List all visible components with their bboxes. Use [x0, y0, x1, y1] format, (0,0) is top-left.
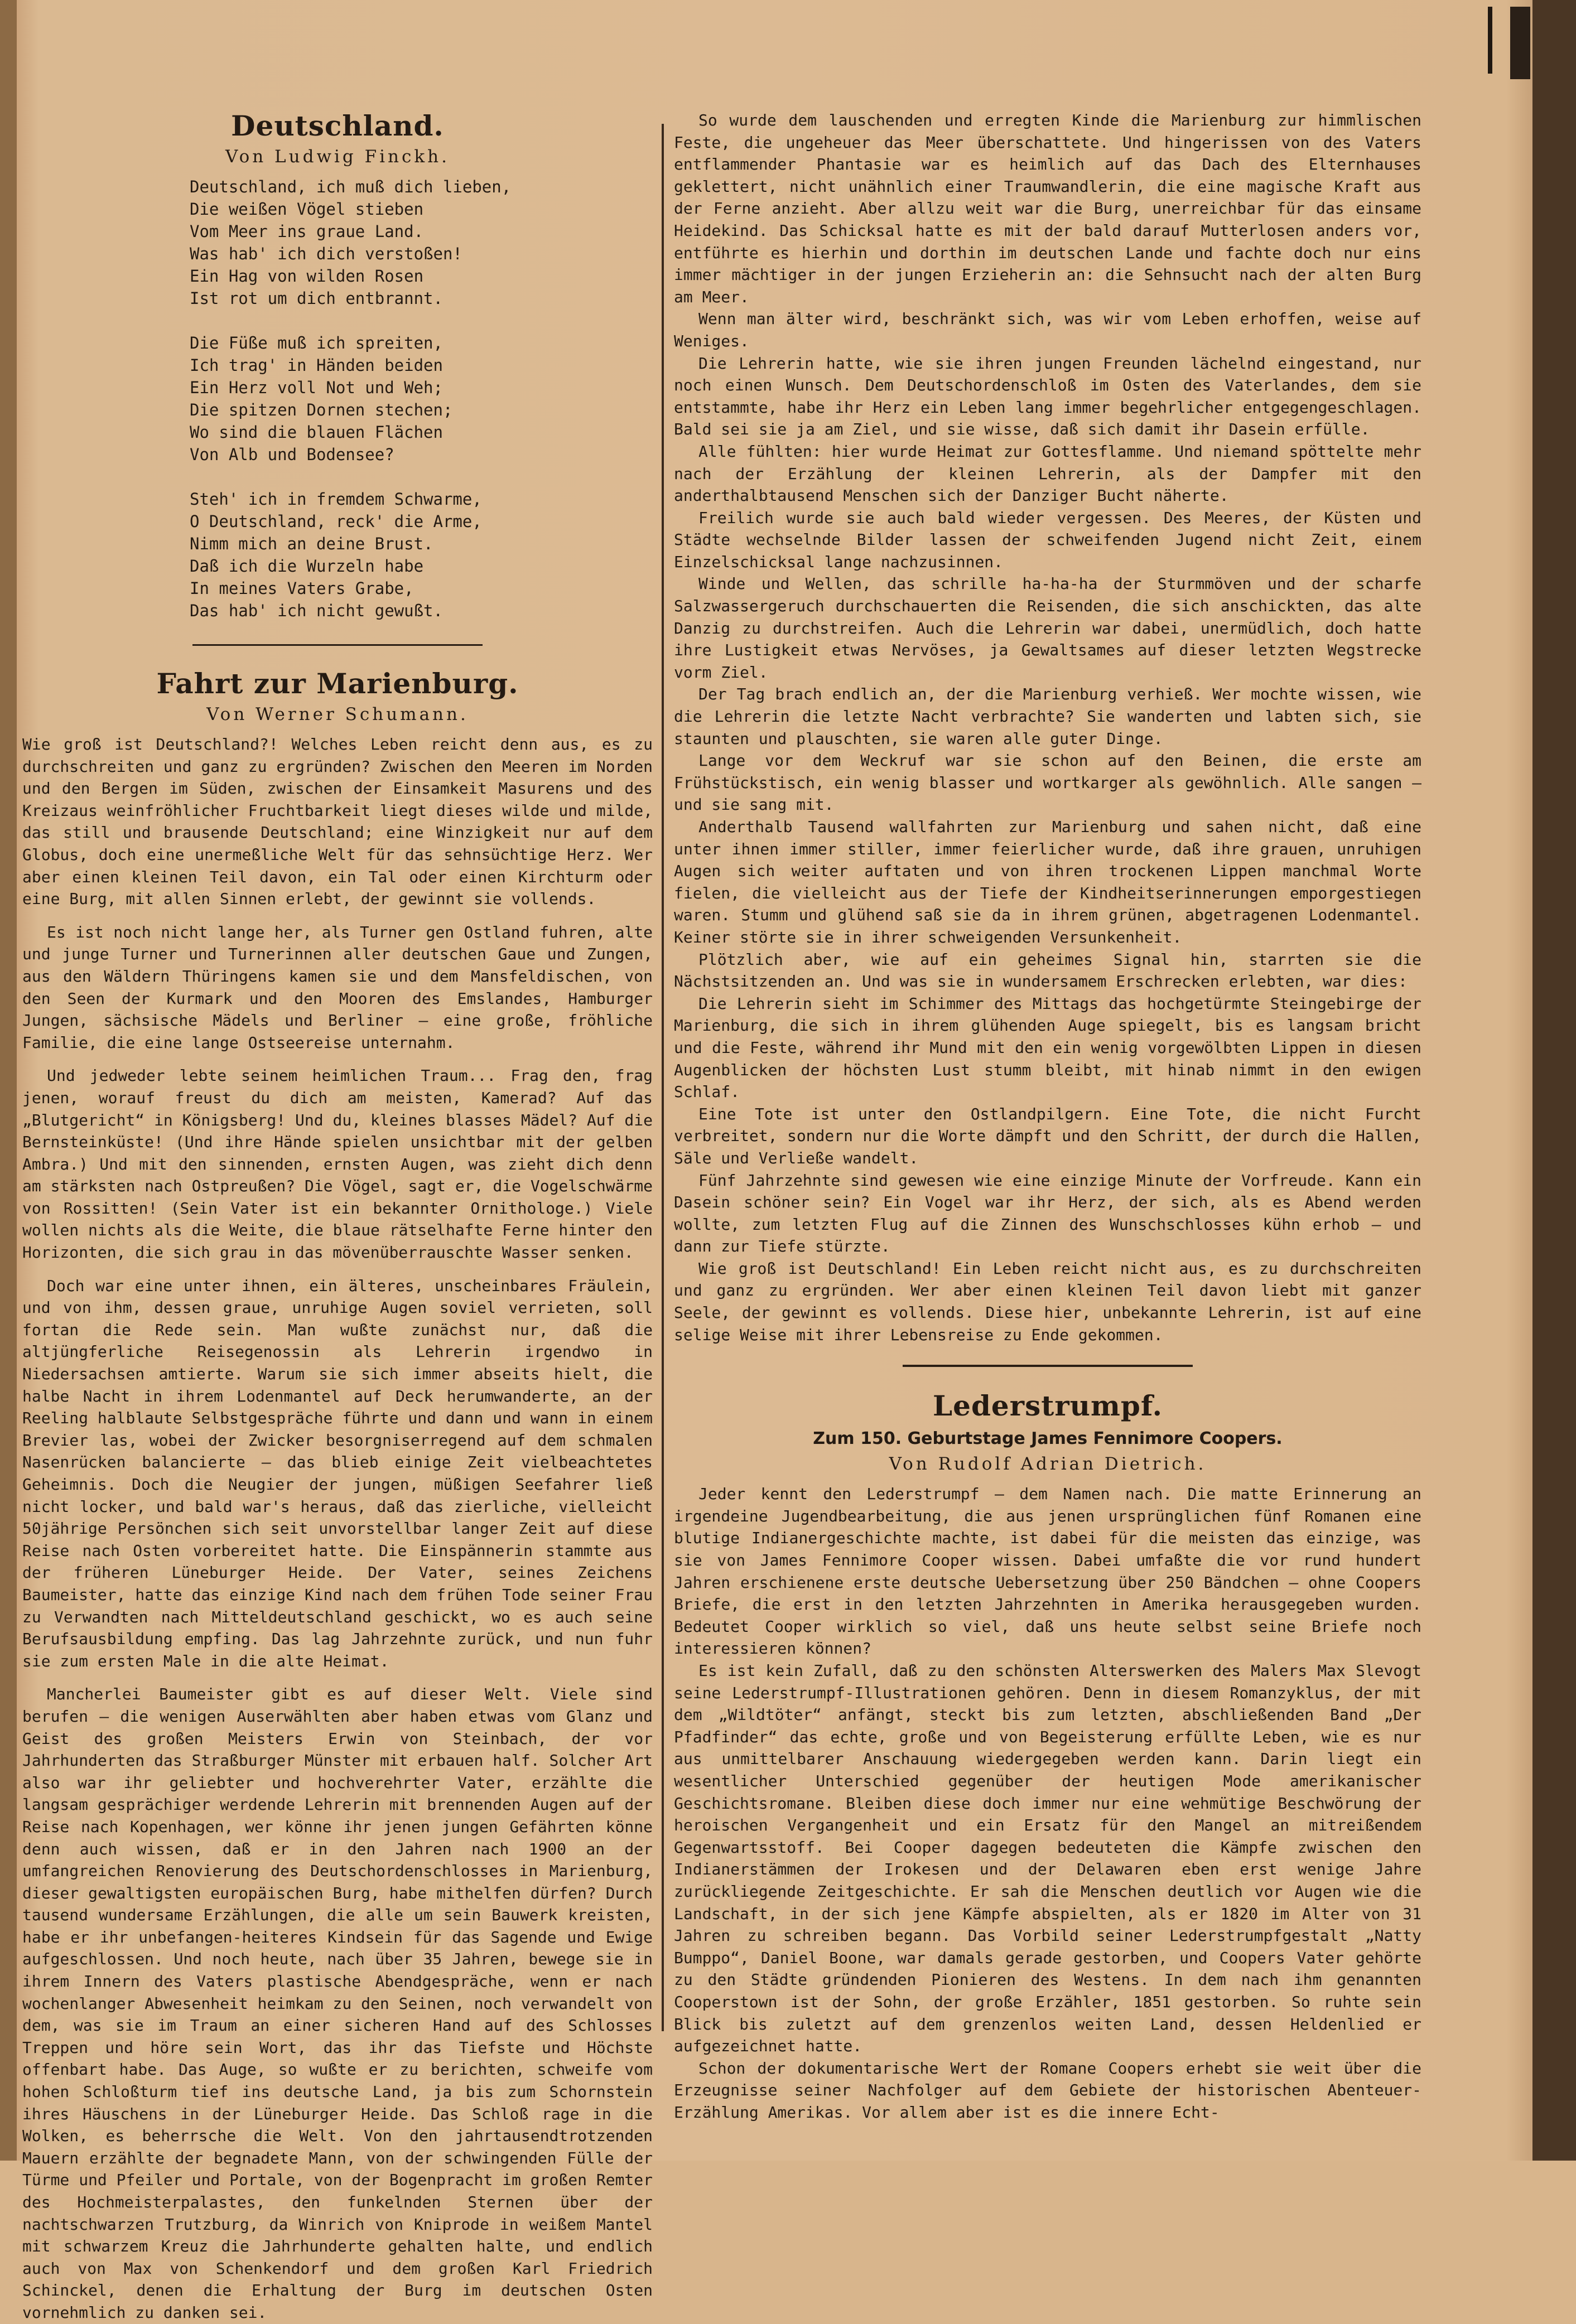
article-paragraph: Wie groß ist Deutschland! Ein Leben reicht nicht aus, es zu durchschreiten und ganz zu ergründen. Wer aber einen kleinen Teil davon liebt mit ganzer Seele, der gewinnt es vollends. Diese hier, unbekannte Lehrerin, ist auf eine selige Weise mit ihrer Lebensreise zu Ende gekommen. [674, 1259, 1421, 1344]
article-paragraph: Eine Tote ist unter den Ostlandpilgern. Eine Tote, die nicht Furcht verbreitet, sondern nur die Worte dämpft und den Schritt, der durch die Hallen, Säle und Verließe wandelt. [674, 1104, 1421, 1167]
book-binding-edge [0, 0, 17, 2161]
article-paragraph: So wurde dem lauschenden und erregten Kinde die Marienburg zur himmlischen Feste, die ungeheuer das Meer überschattete. Und hingerissen von des Vaters entflammender Phantasie war es heimlich auf das Dach des Elternhauses geklettert, nicht unähnlich einer Traumwandlerin, die eine magische Kraft aus der Ferne anzieht. Aber allzu weit war die Burg, unerreichbar für das einsame Heidekind. Das Schicksal hatte es mit der bald darauf Mutterlosen anders vor, entführte es hierhin und dorthin im deutschen Lande und fachte doch nur eins immer mächtiger in der jungen Erzieherin an: die Sehnsucht nach der alten Burg am Meer. [674, 111, 1421, 306]
poem-line: Nimm mich an deine Brust. [190, 534, 433, 553]
poem-line: Deutschland, ich muß dich lieben, [190, 177, 512, 196]
poem-stanza [190, 332, 653, 466]
article-paragraph: Wie groß ist Deutschland?! Welches Leben reicht denn aus, es zu durchschreiten und ganz zu ergründen? Zwischen den Meeren im Norden und den Bergen im Süden, zwischen der Einsamkeit Masurens und des Kreizaus weinfröhlicher Fruchtbarkeit liegt dieses wilde und milde, das still und brausende Deutschland; eine Winzigkeit nur auf dem Globus, doch eine unermeßliche Welt für das sehnsüchtige Herz. Wer aber einen kleinen Teil davon, ein Tal oder einen Kirchturm oder eine Burg, mit allen Sinnen erlebt, der gewinnt sie vollends. [22, 735, 653, 909]
article-paragraph: Schon der dokumentarische Wert der Romane Coopers erhebt sie weit über die Erzeugnisse seiner Nachfolger auf dem Gebiete der historischen Abenteuer-Erzählung Amerikas. Vor allem aber ist es die innere Echt- [674, 2059, 1421, 2122]
article-paragraph: Freilich wurde sie auch bald wieder vergessen. Des Meeres, der Küsten und Städte wechselnde Bilder lassen der schweifenden Jugend nicht Zeit, einem Einzelschicksal lange nachzusinnen. [674, 508, 1421, 571]
article-paragraph: Doch war eine unter ihnen, ein älteres, unscheinbares Fräulein, und von ihm, dessen graue, unruhige Augen soviel verrieten, soll fortan die Rede sein. Man wußte zunächst nur, daß die altjüngferliche Reisegenossin als Lehrerin irgendwo in Niedersachsen amtierte. Warum sie sich immer abseits hielt, die halbe Nacht in ihrem Lodenmantel auf Deck herumwanderte, an der Reeling halblaute Selbstgespräche führte und dann und wann in einem Brevier las, wobei der Zwicker besorgniserregend auf dem schmalen Nasenrücken balancierte — das blieb einige Zeit vielbeachtetes Geheimnis. Doch die Neugier der jungen, müßigen Seefahrer ließ nicht locker, und bald war's heraus, daß das zierliche, vielleicht 50jährige Persönchen sich seit unvorstellbar langer Zeit auf diese Reise nach Osten vorbereitet hatte. Die Einspännerin stammte aus der früheren Lüneburger Heide. Der Vater, seines Zeichens Baumeister, hatte das einzige Kind nach dem frühen Tode seiner Frau zu Verwandten nach Mitteldeutschland geschickt, wo es auch seine Berufsausbildung empfing. Das lag Jahrzehnte zurück, und nun fuhr sie zum ersten Male in die alte Heimat. [22, 1276, 653, 1670]
article-author: Von Rudolf Adrian Dietrich. [889, 1454, 1207, 1475]
poem-line: Ist rot um dich entbrannt. [190, 289, 443, 308]
article-paragraph: Jeder kennt den Lederstrumpf — dem Namen nach. Die matte Erinnerung an irgendeine Jugendbearbeitung, die aus jenen ursprünglichen fünf Romanen eine blutige Indianergeschichte machte, ist dabei für die meisten das einzige, was sie von James Fennimore Cooper wissen. Dabei umfaßte die vor rund hundert Jahren erschienene erste deutsche Uebersetzung über 250 Bändchen — ohne Coopers Briefe, die erst in den letzten Jahrzehnten in Amerika herausgegeben wurden. Bedeutet Cooper wirklich so viel, daß uns heute selbst seine Briefe noch interessieren können? [674, 1485, 1421, 1658]
poem-line: Vom Meer ins graue Land. [190, 222, 424, 241]
section-divider [192, 644, 483, 646]
poem-line: In meines Vaters Grabe, [190, 579, 414, 598]
article-paragraph: Die Lehrerin hatte, wie sie ihren jungen Freunden lächelnd eingestand, nur noch einen Wunsch. Dem Deutschordenschloß im Osten des Vaterlandes, dem sie entstammte, habe ihr Herz ein Leben lang immer begehrlicher entgegengeschlagen. Bald sei sie ja am Ziel, und sie wisse, daß sich damit ihr Dasein erfülle. [674, 354, 1421, 439]
article-subtitle: Zum 150. Geburtstage James Fennimore Coopers. [813, 1429, 1283, 1449]
article-paragraph: Lange vor dem Weckruf war sie schon auf den Beinen, die erste am Frühstückstisch, ein wenig blasser und wortkarger als gewöhnlich. Alle sangen — und sie sang mit. [674, 751, 1421, 814]
article-paragraph: Es ist noch nicht lange her, als Turner gen Ostland fuhren, alte und junge Turner und Turnerinnen aller deutschen Gaue und Zungen, aus den Wäldern Thüringens kamen sie und dem Mansfeldischen, von den Seen der Kurmark und den Mooren des Emslandes, Hamburger Jungen, sächsische Mädels und Berliner — eine große, fröhliche Familie, die eine lange Ostseereise unternahm. [22, 922, 653, 1052]
poem-line: Ich trag' in Händen beiden [190, 356, 443, 375]
poem-line: Die Füße muß ich spreiten, [190, 334, 443, 352]
article-paragraph: Mancherlei Baumeister gibt es auf dieser Welt. Viele sind berufen — die wenigen Auserwählten aber haben etwas vom Glanz und Geist des großen Meisters Erwin von Steinbach, der vor Jahrhunderten das Straßburger Münster mit erbauen half. Solcher Art also war ihr geliebter und hochverehrter Vater, erzählte die langsam gesprächiger werdende Lehrerin mit brennenden Augen auf der Reise nach Kopenhagen, wer könne ihr jenen jungen Gefährten könne denn auch wissen, daß er in den Jahren nach 1900 an der umfangreichen Renovierung des Deutschordenschlosses in Marienburg, dieser gewaltigsten europäischen Burg, habe mithelfen dürfen? Durch tausend wundersame Erzählungen, die alle um sein Bauwerk kreisten, habe er ihr unbefangen-heiteres Kindsein für das Sagende und Ewige aufgeschlossen. Und noch heute, nach über 35 Jahren, bewege sie in ihrem Innern des Vaters plastische Abendgespräche, wenn er nach wochenlanger Abwesenheit heimkam zu den Seinen, noch verwandelt von dem, was sie im Traum an einer sicheren Hand auf des Schlosses Treppen und höre sein Wort, das ihr das Tiefste und Höchste offenbart habe. Das Auge, so wußte er zu berichten, schweife vom hohen Schloßturm tief ins deutsche Land, ja bis zum Schornstein ihres Häuschens in der Lüneburger Heide. Das Schloß rage in die Wolken, es beherrsche die Welt. Von den jahrtausendtrotzenden Mauern erzählte der begnadete Mann, von der schwingenden Fülle der Türme und Pfeiler und Portale, von der Bogenpracht im großen Remter des Hochmeisterpalastes, den funkelnden Sternen über der nachtschwarzen Trutzburg, da Winrich von Kniprode in weißem Mantel mit schwarzem Kreuz die Jahrhunderte gehalten halte, und endlich auch von Max von Schenkendorf und dem großen Karl Friedrich Schinckel, denen die Erhaltung der Burg im deutschen Osten vornehmlich zu danken sei. [22, 1685, 653, 2322]
article-paragraph: Winde und Wellen, das schrille ha-ha-ha der Sturmmöven und der scharfe Salzwassergeruch durchschauerten die Reisenden, die sich anschickten, das alte Danzig zu durchstreifen. Auch die Lehrerin war dabei, unermüdlich, doch hatte ihre Lustigkeit etwas Nervöses, ja Gewaltsames auf dieser letzten Wegstrecke vorm Ziel. [674, 574, 1421, 682]
poem-line: Steh' ich in fremdem Schwarme, [190, 490, 482, 509]
article-paragraph: Der Tag brach endlich an, der die Marienburg verhieß. Wer mochte wissen, wie die Lehrerin die letzte Nacht verbrachte? Sie wanderten und labten sich, sie staunten und plauschten, sie waren alle guter Dinge. [674, 685, 1421, 748]
article-paragraph: Plötzlich aber, wie auf ein geheimes Signal hin, starrten sie die Nächstsitzenden an. Und was sie in wundersamem Erschrecken erlebten, war dies: [674, 950, 1421, 991]
poem-line: Die spitzen Dornen stechen; [190, 400, 453, 419]
left-column [22, 109, 653, 2324]
poem-stanza [190, 176, 653, 310]
article-paragraph: Die Lehrerin sieht im Schimmer des Mittags das hochgetürmte Steingebirge der Marienburg, die sich in ihrem glühenden Auge spiegelt, bis es langsam bricht und die Feste, während ihr Mund mit den ein wenig vorgewölbten Lippen in diesen Augenblicken der höchsten Lust stumm bleibt, mit hinab nimmt in den ewigen Schlaf. [674, 994, 1421, 1101]
page-edge-strip [1532, 0, 1576, 2161]
poem-stanza [190, 488, 653, 622]
black-tab-mark [1510, 7, 1530, 79]
poem-line: Daß ich die Wurzeln habe [190, 557, 424, 576]
right-column [674, 109, 1421, 2123]
poem-line: Das hab' ich nicht gewußt. [190, 601, 443, 620]
article-paragraph: Und jedweder lebte seinem heimlichen Traum... Frag den, frag jenen, worauf freust du dich am meisten, Kamerad? Auf das „Blutgericht“ in Königsberg! Und du, kleines blasses Mädel? Auf die Bernsteinküste! (Und ihre Hände spielen unsichtbar mit der gelben Ambra.) Und mit den sinnenden, ernsten Augen, was zieht dich denn am stärksten nach Ostpreußen? Die Vögel, sagt er, die Vogelschwärme von Rossitten! (Sein Vater ist ein bekannter Ornithologe.) Viele wollen nichts als die Weite, die blaue rätselhafte Ferne hinter den Horizonten, die sich grau in das mövenüberrauschte Wasser senken. [22, 1066, 653, 1262]
poem-line: O Deutschland, reck' die Arme, [190, 512, 482, 531]
poem-author: Von Ludwig Finckh. [225, 147, 450, 167]
article-author: Von Werner Schumann. [206, 704, 469, 724]
article-paragraph: Fünf Jahrzehnte sind gewesen wie eine einzige Minute der Vorfreude. Kann ein Dasein schöner sein? Ein Vogel war ihr Herz, der sich, als es Abend werden wollte, zum letzten Flug auf die Zinnen des Wunschschlosses kühn erhob — und dann zur Tiefe stürzte. [674, 1171, 1421, 1256]
poem-body [190, 176, 653, 622]
poem-line: Ein Hag von wilden Rosen [190, 267, 424, 286]
registration-mark [1488, 7, 1492, 74]
poem-line: Ein Herz voll Not und Weh; [190, 378, 443, 397]
poem-line: Was hab' ich dich verstoßen! [190, 244, 462, 263]
article-paragraph: Alle fühlten: hier wurde Heimat zur Gottesflamme. Und niemand spöttelte mehr nach der Erzählung der kleinen Lehrerin, als der Dampfer mit den anderthalbtausend Menschen sich der Danziger Bucht näherte. [674, 442, 1421, 505]
poem-title: Deutschland. [231, 109, 444, 142]
article-divider [903, 1365, 1193, 1367]
article-title: Lederstrumpf. [932, 1389, 1163, 1423]
poem-line: Die weißen Vögel stieben [190, 200, 424, 219]
poem-line: Von Alb und Bodensee? [190, 445, 394, 464]
article-paragraph: Es ist kein Zufall, daß zu den schönsten Alterswerken des Malers Max Slevogt seine Lederstrumpf-Illustrationen gehören. Denn in diesem Romanzyklus, der mit dem „Wildtöter“ anfängt, steckt bis zum letzten, abschließenden Band „Der Pfadfinder“ das echte, große und von Begeisterung erfüllte Leben, wie es nur aus unmittelbarer Anschauung wiedergegeben werden kann. Darin liegt ein wesentlicher Unterschied gegenüber der heutigen Mode amerikanischer Geschichtsromane. Bleiben diese doch immer nur eine wehmütige Beschwörung der heroischen Vergangenheit und ein Ersatz für den Mangel an mitreißendem Gegenwartsstoff. Bei Cooper dagegen bedeuteten die Kämpfe zwischen den Indianerstämmen der Irokesen und der Delawaren eben erst wenige Jahre zurückliegende Zeitgeschichte. Er sah die Menschen deutlich vor Augen wie die Landschaft, in der sich jene Kämpfe abspielten, als er 1820 im Alter von 31 Jahren zu schreiben begann. Das Vorbild seiner Lederstrumpfgestalt „Natty Bumppo“, Daniel Boone, war damals gerade gestorben, und Coopers Vater gehörte zu den Städte gründenden Pionieren des Westens. In dem nach ihm genannten Cooperstown ist der Sohn, der große Erzähler, 1851 gestorben. So ruhte sein Blick bis zuletzt auf dem grenzenlos weiten Land, dessen Heldenlied er aufgezeichnet hatte. [674, 1661, 1421, 2056]
article-paragraph: Wenn man älter wird, beschränkt sich, was wir vom Leben erhoffen, weise auf Weniges. [674, 310, 1421, 350]
article-title: Fahrt zur Marienburg. [156, 667, 519, 700]
poem-line: Wo sind die blauen Flächen [190, 423, 443, 442]
column-separator [662, 124, 664, 2031]
article-paragraph: Anderthalb Tausend wallfahrten zur Marienburg und sahen nicht, daß eine unter ihnen immer stiller, immer feierlicher wurde, daß ihre grauen, unruhigen Augen sich weiter auftaten und von ihren trockenen Lippen manchmal Worte fielen, die vielleicht aus der Tiefe der Kindheitserinnerungen emporgestiegen waren. Stumm und glühend saß sie da in ihrem grünen, abgetragenen Lodenmantel. Keiner störte sie in ihrer schweigenden Versunkenheit. [674, 818, 1421, 946]
